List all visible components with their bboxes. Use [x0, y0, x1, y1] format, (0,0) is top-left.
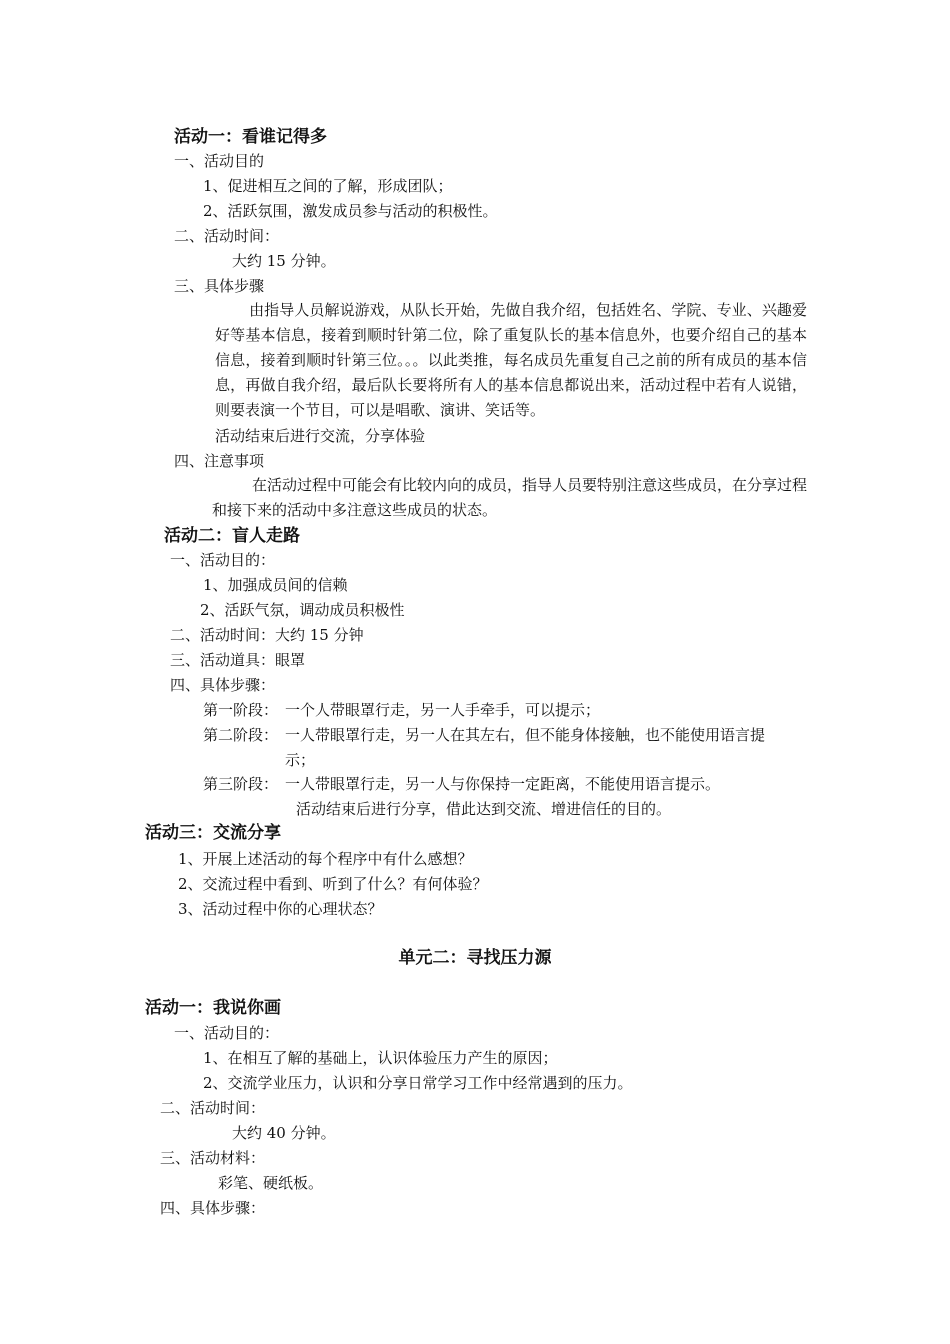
u2a1-time-value: 大约 40 分钟。 [232, 1124, 336, 1142]
a3-question-3: 3、活动过程中你的心理状态？ [178, 900, 383, 918]
u2-activity1-title: 活动一：我说你画 [145, 998, 281, 1018]
a1-time-value: 大约 15 分钟。 [232, 252, 336, 270]
a3-question-1: 1、开展上述活动的每个程序中有什么感想？ [178, 850, 473, 868]
a2-section-time: 二、活动时间：大约 15 分钟 [170, 626, 364, 644]
a2-stage-1-label: 第一阶段： [203, 701, 279, 719]
a2-section-purpose: 一、活动目的： [170, 551, 276, 569]
a2-stage-2-cont: 示； [285, 751, 316, 769]
a2-stage-1-text: 一个人带眼罩行走，另一人手牵手，可以提示； [285, 701, 601, 719]
a3-question-2: 2、交流过程中看到、听到了什么？有何体验？ [178, 875, 488, 893]
activity1-title: 活动一：看谁记得多 [174, 127, 327, 147]
u2a1-purpose-2: 2、交流学业压力，认识和分享日常学习工作中经常遇到的压力。 [203, 1074, 633, 1092]
a1-notes-text: 在活动过程中可能会有比较内向的成员，指导人员要特别注意这些成员，在分享过程和接下来的活动中多注意这些成员的状态。 [212, 476, 808, 519]
a2-purpose-1: 1、加强成员间的信赖 [203, 576, 348, 594]
a2-end: 活动结束后进行分享，借此达到交流、增进信任的目的。 [296, 800, 672, 818]
a2-stage-2 [203, 725, 765, 745]
a1-section-time: 二、活动时间： [174, 227, 280, 245]
a1-section-notes: 四、注意事项 [174, 452, 265, 470]
a2-stage-2-label: 第二阶段： [203, 726, 279, 744]
u2a1-section-materials: 三、活动材料： [160, 1149, 266, 1167]
u2a1-section-purpose: 一、活动目的： [174, 1024, 280, 1042]
a1-purpose-2: 2、活跃氛围，激发成员参与活动的积极性。 [203, 202, 498, 220]
a2-section-steps: 四、具体步骤： [170, 676, 276, 694]
u2a1-purpose-1: 1、在相互了解的基础上，认识体验压力产生的原因； [203, 1049, 558, 1067]
a1-steps-end: 活动结束后进行交流，分享体验 [215, 427, 426, 445]
u2a1-section-time: 二、活动时间： [160, 1099, 266, 1117]
a1-section-purpose: 一、活动目的 [174, 152, 265, 170]
u2a1-section-steps: 四、具体步骤： [160, 1199, 266, 1217]
a2-stage-2-text: 一人带眼罩行走，另一人在其左右，但不能身体接触，也不能使用语言提 [285, 726, 766, 744]
activity3-title: 活动三：交流分享 [145, 823, 281, 843]
activity2-title: 活动二：盲人走路 [164, 526, 300, 546]
unit2-title: 单元二：寻找压力源 [398, 948, 552, 968]
a1-notes-paragraph [212, 473, 807, 523]
a2-stage-3-text: 一人带眼罩行走，另一人与你保持一定距离，不能使用语言提示。 [285, 775, 721, 793]
a1-steps-paragraph [215, 298, 807, 423]
a1-steps-text: 由指导人员解说游戏，从队长开始，先做自我介绍，包括姓名、学院、专业、兴趣爱好等基本信息，接着到顺时针第二位，除了重复队长的基本信息外，也要介绍自己的基本信息，接着到顺时针第三位。。。以此类推，每名成员先重复自己之前的所有成员的基本信息，再做自我介绍，最后队长要将所有人的基本信息都说出来，活动过程中若有人说错，则要表演一个节目，可以是唱歌、演讲、笑话等。 [215, 301, 807, 419]
a2-section-props: 三、活动道具：眼罩 [170, 651, 306, 669]
a2-stage-3 [203, 774, 720, 794]
a1-section-steps: 三、具体步骤 [174, 277, 265, 295]
a2-stage-3-label: 第三阶段： [203, 775, 279, 793]
a2-stage-1 [203, 700, 600, 720]
a1-purpose-1: 1、促进相互之间的了解，形成团队； [203, 177, 453, 195]
u2a1-materials-value: 彩笔、硬纸板。 [218, 1174, 324, 1192]
a2-purpose-2: 2、活跃气氛，调动成员积极性 [200, 601, 405, 619]
